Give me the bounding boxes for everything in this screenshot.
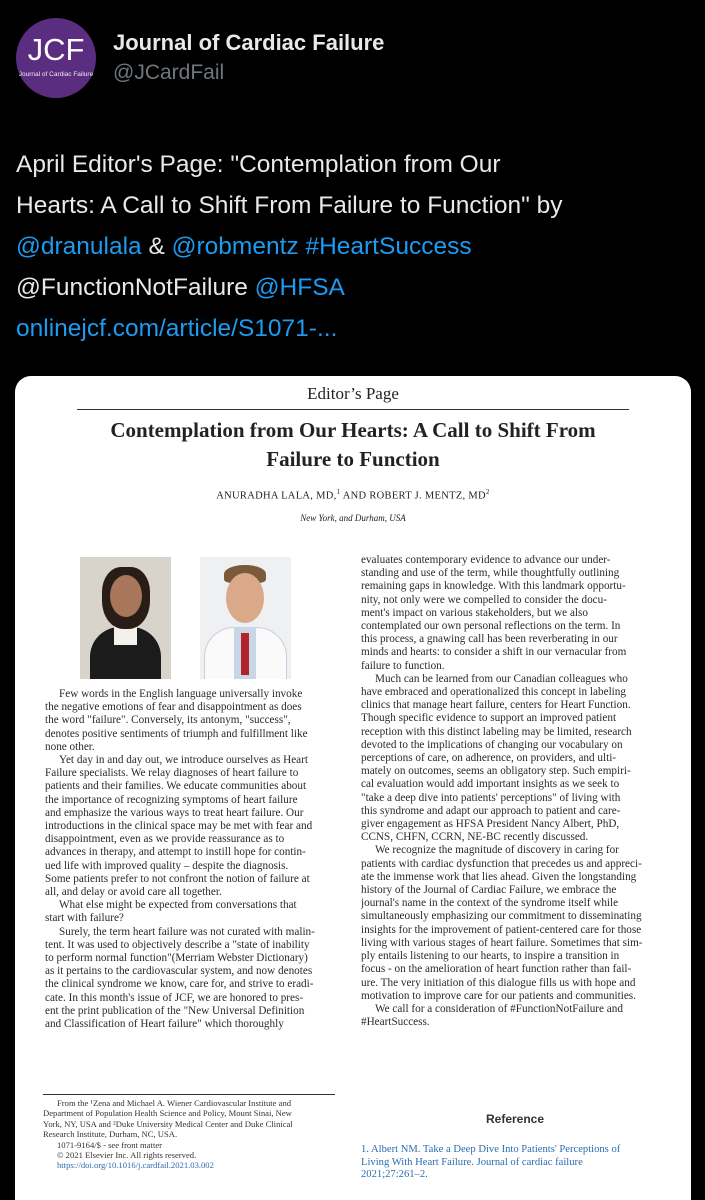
right-column-line: focus - on the amelioration of heart function rather than fail- (361, 963, 632, 976)
reference-heading: Reference (485, 1112, 545, 1126)
right-column-line: this syndrome and adapt our approach to patient and care- (361, 804, 621, 817)
right-column-line: Though specific evidence to support an improved patient (361, 712, 617, 725)
left-column-line: the clinical syndrome we know, care for, and strive to eradi- (45, 978, 314, 991)
footnote-divider (43, 1094, 335, 1095)
right-column-line: living with various stages of heart failure. Sometimes that sim- (361, 936, 643, 949)
right-column-line: patients with cardiac dysfunction that precedes us and appreci- (361, 857, 642, 870)
reference-lines-line: 2021;27:261–2. (361, 1169, 428, 1181)
avatar-logo-text: JCF (27, 32, 85, 67)
left-column-line: none other. (45, 740, 95, 753)
left-column-line: ent the print publication of the "New Universal Definition (45, 1004, 305, 1017)
right-column-line: minds and hearts: to consider a shift in our vernacular from (361, 646, 627, 659)
right-column-line: motivation to improve care for our patients and communities. (361, 989, 636, 1002)
left-column-line: Failure specialists. We relay diagnoses of heart failure to (45, 767, 299, 780)
left-column-line: introductions in the clinical space may be met with fear and (45, 820, 313, 833)
right-column-line: giver engagement as HFSA President Nancy Albert, PhD, (361, 818, 620, 831)
right-column-line: devoted to the implications of changing our vocabulary on (361, 738, 623, 751)
mention-robmentz[interactable]: @robmentz (171, 233, 299, 260)
tweet-line-3 (16, 226, 691, 267)
article-left-column (45, 688, 337, 1031)
left-column-line: tent. It was used to objectively describe a "state of inability (45, 938, 310, 951)
right-column-line: contemplated our own personal reflections on the term. In (361, 620, 621, 633)
footnote-line: 1071-9164/$ - see front matter (57, 1139, 163, 1150)
footnote-line: © 2021 Elsevier Inc. All rights reserved. (57, 1150, 197, 1161)
hashtag-heartsuccess[interactable]: #HeartSuccess (305, 233, 472, 260)
avatar-subtitle: Journal of Cardiac Failure (18, 71, 94, 78)
tweet-line-1: April Editor's Page: "Contemplation from Our (16, 151, 501, 178)
footnote-line: Research Institute, Durham, NC, USA. (43, 1129, 178, 1140)
right-column-line: CCNS, CHFN, CCRN, NE-BC recently discussed. (361, 831, 589, 844)
footnote-line: York, NY, USA and ²Duke University Medical Center and Duke Clinical (43, 1118, 293, 1129)
paper-location: New York, and Durham, USA (300, 513, 406, 523)
right-column-line: have embraced and operationalized this concept in labeling (361, 686, 626, 699)
right-column-line: "take a deep dive into patients' perceptions" of living with (361, 791, 621, 804)
tweet-line-5 (16, 308, 691, 349)
tweet-header (16, 18, 696, 98)
left-column-line: the importance of recognizing symptoms of heart failure (45, 793, 298, 806)
right-column-line: We call for a consideration of #FunctionNotFailure and (375, 1002, 623, 1015)
paper-authors (15, 488, 691, 502)
right-column-line: ure. The very initiation of this dialogue fills us with hope and (361, 976, 636, 989)
left-column-line: Few words in the English language universally invoke (59, 688, 303, 700)
right-column-line: ment's impact on various stakeholders, but we also (361, 606, 588, 619)
author-photo-mentz (200, 557, 291, 679)
left-column-line: and emphasize the various ways to treat heart failure. Our (45, 806, 304, 819)
author-2: AND ROBERT J. MENTZ, MD (340, 490, 486, 502)
affiliation-footnote (43, 1098, 343, 1171)
right-column-line: #HeartSuccess. (361, 1016, 430, 1029)
author-2-affiliation: 2 (485, 488, 490, 496)
left-column-line: Yet day in and day out, we introduce ourselves as Heart (59, 754, 308, 767)
paper-title-line-2: Failure to Function (266, 447, 440, 471)
left-column-line: the word "failure". Conversely, its antonym, "success", (45, 714, 291, 727)
author-1: ANURADHA LALA, MD, (216, 490, 337, 502)
reference-item[interactable] (361, 1144, 671, 1182)
left-column-line: denotes positive sentiments of triumph and fulfillment like (45, 727, 308, 740)
handle-functionnotfailure: @FunctionNotFailure (16, 274, 248, 301)
reference-lines-line: Living With Heart Failure. Journal of cardiac failure (361, 1156, 583, 1168)
left-column-line: to perform normal function"(Merriam Webster Dictionary) (45, 952, 308, 965)
doi-link[interactable]: https://doi.org/10.1016/j.cardfail.2021.03.002 (57, 1160, 214, 1171)
right-column-line: ply entails listening to our hearts, to inspire a transition in (361, 950, 620, 963)
left-column-line: Surely, the term heart failure was not curated with malin- (59, 925, 315, 938)
author-1-affiliation: 1 (336, 488, 341, 496)
right-column-line: clinics that manage heart failure, centers for Heart Function. (361, 699, 631, 712)
tweet-text (16, 144, 691, 349)
right-column-line: nity, not only were we compelled to consider the docu- (361, 593, 607, 606)
left-column-line: start with failure? (45, 912, 124, 925)
paper-title-line-1: Contemplation from Our Hearts: A Call to Shift From (110, 418, 596, 442)
left-column-line: ued life with improved quality – despite the diagnosis. (45, 859, 289, 872)
article-right-column (361, 554, 669, 1029)
left-column-line: as it pertains to the cardiovascular system, and now denotes (45, 965, 313, 978)
mention-hfsa[interactable]: @HFSA (254, 274, 345, 301)
left-column-line: and Classification of Heart failure" which thoroughly (45, 1018, 284, 1031)
account-handle[interactable]: @JCardFail (113, 61, 225, 84)
right-column-line: simultaneously emphasizing our commitment to disseminating (361, 910, 642, 923)
left-column-line: patients and their families. We educate communities about (45, 780, 307, 793)
right-column-line: journal's name in the context of the syndrome itself while (361, 897, 619, 910)
attached-image-editors-page[interactable] (15, 376, 691, 1200)
right-column-line: insights for the improvement of patient-centered care for those (361, 923, 642, 936)
article-link[interactable]: onlinejcf.com/article/S1071-... (16, 315, 338, 342)
left-column-line: Some patients prefer to not confront the notion of failure at (45, 872, 310, 885)
left-column-line: all, and delay or avoid care all together. (45, 886, 222, 899)
left-column-line: advances in therapy, and attempt to instill hope for contin- (45, 846, 306, 859)
right-column-line: ate the immense work that lies ahead. Given the longstanding (361, 870, 637, 883)
right-column-line: We recognize the magnitude of discovery in caring for (375, 844, 619, 857)
right-column-line: evaluates contemporary evidence to advance our under- (361, 554, 611, 566)
right-column-line: this process, a gnawing call has been reverberating in our (361, 633, 618, 646)
tweet-line-2: Hearts: A Call to Shift From Failure to Function" by (16, 192, 563, 219)
mention-dranulala[interactable]: @dranulala (16, 233, 142, 260)
paper-section-title: Editor’s Page (307, 384, 399, 403)
right-column-line: remaining gaps in knowledge. With this landmark opportu- (361, 580, 626, 593)
reference-lines-line: 1. Albert NM. Take a Deep Dive Into Patients' Perceptions of (361, 1144, 621, 1155)
left-column-line: the negative emotions of fear and disappointment as does (45, 701, 302, 714)
display-name[interactable]: Journal of Cardiac Failure (113, 30, 385, 55)
author-photo-lala (80, 557, 171, 679)
right-column-line: failure to function. (361, 659, 445, 672)
footnote-line: From the ¹Zena and Michael A. Wiener Cardiovascular Institute and (57, 1098, 292, 1108)
right-column-line: Much can be learned from our Canadian colleagues who (375, 672, 628, 685)
right-column-line: standing and use of the term, while thoughtfully outlining (361, 567, 620, 580)
left-column-line: What else might be expected from conversations that (59, 899, 297, 912)
right-column-line: perceptions of care, on adherence, on providers, and ulti- (361, 752, 617, 765)
right-column-line: reception with this distinct labeling may be limited, research (361, 725, 632, 738)
left-column-line: cate. In this month's issue of JCF, we are honored to pres- (45, 991, 304, 1004)
right-column-line: mately on outcomes, seems an obligatory step. Such empiri- (361, 765, 631, 778)
right-column-line: cal evaluation would add important insights as we seek to (361, 778, 620, 791)
section-divider (77, 409, 629, 410)
paper-title (55, 416, 651, 474)
right-column-line: history of the Journal of Cardiac Failure, we embrace the (361, 884, 617, 897)
avatar[interactable] (16, 18, 96, 98)
ampersand-text: & (141, 233, 172, 260)
tweet-line-4 (16, 267, 691, 308)
footnote-line: Department of Population Health Science and Policy, Mount Sinai, New (43, 1108, 292, 1119)
left-column-line: disappointment, even as we provide reassurance as to (45, 833, 285, 846)
